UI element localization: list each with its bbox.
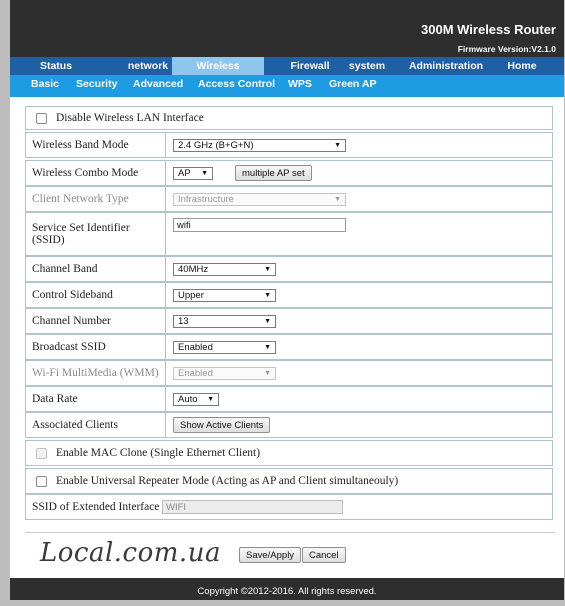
associated-clients-row xyxy=(25,412,553,438)
nav-tab-network[interactable]: network xyxy=(127,60,169,72)
repeater-mode-option[interactable] xyxy=(26,469,552,493)
disable-wlan-label: Disable Wireless LAN Interface xyxy=(56,112,204,124)
mac-clone-row xyxy=(25,440,553,466)
firmware-version: Firmware Version:V2.1.0 xyxy=(457,44,556,54)
client-network-type-select[interactable]: Infrastructure ▼ xyxy=(173,193,346,206)
data-rate-label: Data Rate xyxy=(26,387,166,411)
extended-ssid-row xyxy=(25,494,553,520)
band-mode-row xyxy=(25,132,553,158)
subnav-advanced[interactable]: Advanced xyxy=(133,78,184,90)
chevron-down-icon: ▼ xyxy=(264,369,271,377)
router-admin-page xyxy=(10,0,564,600)
subnav-basic[interactable]: Basic xyxy=(31,78,60,90)
subnav-green-ap[interactable]: Green AP xyxy=(329,78,377,90)
associated-clients-label: Associated Clients xyxy=(26,413,166,437)
mac-clone-checkbox[interactable] xyxy=(36,448,47,459)
subnav-security[interactable]: Security xyxy=(76,78,118,90)
extended-ssid-label: SSID of Extended Interface xyxy=(32,501,160,513)
extended-ssid-input[interactable]: WIFI xyxy=(162,500,343,514)
channel-number-label: Channel Number xyxy=(26,309,166,333)
repeater-mode-checkbox[interactable] xyxy=(36,476,47,487)
band-mode-label: Wireless Band Mode xyxy=(26,133,166,157)
subnav-wps[interactable]: WPS xyxy=(288,78,312,90)
chevron-down-icon: ▼ xyxy=(334,195,341,203)
channel-number-row xyxy=(25,308,553,334)
mac-clone-label: Enable MAC Clone (Single Ethernet Client) xyxy=(56,447,261,459)
nav-tab-administration[interactable]: Administration xyxy=(408,60,484,72)
chevron-down-icon: ▼ xyxy=(264,317,271,325)
chevron-down-icon: ▼ xyxy=(334,141,341,149)
combo-mode-select[interactable]: AP ▼ xyxy=(173,167,213,180)
wmm-select[interactable]: Enabled ▼ xyxy=(173,367,276,380)
subnav-access-control[interactable]: Access Control xyxy=(198,78,276,90)
chevron-down-icon: ▼ xyxy=(207,395,214,403)
broadcast-ssid-label: Broadcast SSID xyxy=(26,335,166,359)
combo-mode-label: Wireless Combo Mode xyxy=(26,161,166,185)
control-sideband-select[interactable]: Upper ▼ xyxy=(173,289,276,302)
data-rate-select[interactable]: Auto ▼ xyxy=(173,393,219,406)
repeater-mode-label: Enable Universal Repeater Mode (Acting as AP and Client simultaneouly) xyxy=(56,475,399,487)
channel-number-select[interactable]: 13 ▼ xyxy=(173,315,276,328)
main-nav xyxy=(10,57,564,75)
disable-wlan-row xyxy=(25,106,553,130)
repeater-mode-row xyxy=(25,468,553,494)
channel-band-label: Channel Band xyxy=(26,257,166,281)
control-sideband-label: Control Sideband xyxy=(26,283,166,307)
nav-tab-status[interactable]: Status xyxy=(39,60,73,72)
chevron-down-icon: ▼ xyxy=(264,291,271,299)
wmm-label: Wi-Fi MultiMedia (WMM) xyxy=(26,361,166,385)
client-network-type-row xyxy=(25,186,553,212)
data-rate-row xyxy=(25,386,553,412)
show-active-clients-button[interactable]: Show Active Clients xyxy=(173,417,270,433)
save-apply-button[interactable]: Save/Apply xyxy=(239,547,301,563)
cancel-button[interactable]: Cancel xyxy=(302,547,346,563)
nav-tab-home[interactable]: Home xyxy=(507,60,537,72)
nav-tab-system[interactable]: system xyxy=(348,60,386,72)
band-mode-select[interactable]: 2.4 GHz (B+G+N) ▼ xyxy=(173,139,346,152)
chevron-down-icon: ▼ xyxy=(201,169,208,177)
divider xyxy=(25,532,555,533)
router-title: 300M Wireless Router xyxy=(421,22,556,37)
nav-tab-wireless[interactable]: Wireless xyxy=(172,57,264,75)
channel-band-row xyxy=(25,256,553,282)
disable-wlan-checkbox[interactable] xyxy=(36,113,47,124)
chevron-down-icon: ▼ xyxy=(264,265,271,273)
sub-nav xyxy=(10,75,564,97)
channel-band-select[interactable]: 40MHz ▼ xyxy=(173,263,276,276)
mac-clone-option[interactable] xyxy=(26,441,552,465)
multiple-ap-set-button[interactable]: multiple AP set xyxy=(235,165,312,181)
ssid-label: Service Set Identifier (SSID) xyxy=(26,213,166,255)
nav-tab-firewall[interactable]: Firewall xyxy=(290,60,330,72)
client-network-type-label: Client Network Type xyxy=(26,187,166,211)
combo-mode-row xyxy=(25,160,553,186)
ssid-input[interactable]: wifi xyxy=(173,218,346,232)
broadcast-ssid-select[interactable]: Enabled ▼ xyxy=(173,341,276,354)
broadcast-ssid-row xyxy=(25,334,553,360)
header-bar xyxy=(10,0,564,57)
site-logo: Local.com.ua xyxy=(40,538,221,568)
wmm-row xyxy=(25,360,553,386)
footer: Copyright ©2012-2016. All rights reserved. xyxy=(10,578,564,600)
control-sideband-row xyxy=(25,282,553,308)
disable-wlan-option[interactable] xyxy=(26,107,552,129)
chevron-down-icon: ▼ xyxy=(264,343,271,351)
ssid-row xyxy=(25,212,553,256)
